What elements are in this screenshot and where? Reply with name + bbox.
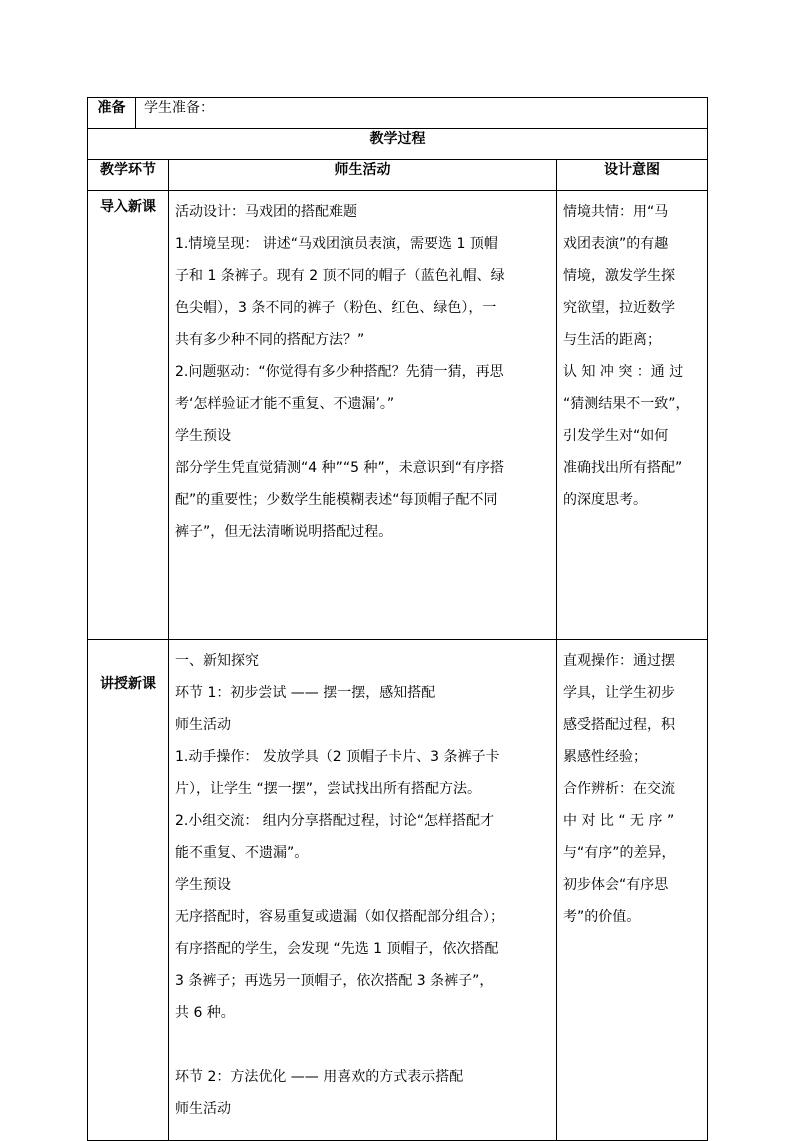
intent-line: 的深度思考。 bbox=[563, 492, 647, 508]
activity-line: 考‘怎样验证才能不重复、不遗漏’。” bbox=[175, 396, 395, 412]
activity-line: 能不重复、不遗漏”。 bbox=[175, 845, 309, 861]
intent-line: 究欲望，拉近数学 bbox=[563, 300, 675, 316]
activity-cell-intro bbox=[169, 191, 557, 640]
activity-line: 3 条裤子；再选另一顶帽子，依次搭配 3 条裤子”， bbox=[175, 973, 494, 989]
activity-line: 环节 1：初步尝试 —— 摆一摆，感知搭配 bbox=[175, 685, 436, 701]
activity-line: 一、新知探究 bbox=[175, 653, 259, 669]
intent-line: 情境，激发学生探 bbox=[563, 268, 675, 284]
intent-line: 与生活的距离； bbox=[563, 332, 661, 348]
activity-line: 师生活动 bbox=[175, 717, 231, 733]
activity-line: 配”的重要性；少数学生能模糊表述“每顶帽子配不同 bbox=[175, 492, 498, 508]
activity-line: 1.动手操作： 发放学具（2 顶帽子卡片、3 条裤子卡 bbox=[175, 749, 500, 765]
activity-line-spacer bbox=[175, 1029, 550, 1061]
activity-line: 共有多少种不同的搭配方法？” bbox=[175, 332, 365, 348]
header-intent: 设计意图 bbox=[557, 160, 708, 191]
activity-line: 学生预设 bbox=[175, 877, 231, 893]
table-row-teach bbox=[88, 640, 708, 1141]
prep-label: 准备 bbox=[88, 98, 136, 129]
activity-line: 有序搭配的学生，会发现 “先选 1 顶帽子，依次搭配 bbox=[175, 941, 499, 957]
intent-line: 累感性经验； bbox=[563, 749, 647, 765]
activity-line: 部分学生凭直觉猜测“4 种”“5 种”，未意识到“有序搭 bbox=[175, 460, 504, 476]
activity-line: 2.问题驱动：“你觉得有多少种搭配？先猜一猜，再思 bbox=[175, 364, 504, 380]
activity-line: 共 6 种。 bbox=[175, 1005, 235, 1021]
activity-line: 裤子”，但无法清晰说明搭配过程。 bbox=[175, 524, 393, 540]
activity-line: 师生活动 bbox=[175, 1101, 231, 1117]
activity-line: 片），让学生 “摆一摆”，尝试找出所有搭配方法。 bbox=[175, 781, 481, 797]
activity-line: 子和 1 条裤子。现有 2 顶不同的帽子（蓝色礼帽、绿 bbox=[175, 268, 505, 284]
intent-line: 准确找出所有搭配” bbox=[563, 460, 683, 476]
intent-line: 情境共情：用“马 bbox=[563, 204, 669, 220]
process-title-row bbox=[88, 129, 708, 160]
activity-line: 色尖帽），3 条不同的裤子（粉色、红色、绿色），一 bbox=[175, 300, 497, 316]
intent-line: 直观操作：通过摆 bbox=[563, 653, 675, 669]
intent-line: 合作辨析：在交流 bbox=[563, 781, 675, 797]
intent-line: 认 知 冲 突 ：通 过 bbox=[563, 364, 684, 380]
intent-line: 考”的价值。 bbox=[563, 909, 641, 925]
header-row bbox=[88, 160, 708, 191]
header-activity: 师生活动 bbox=[169, 160, 557, 191]
intent-line: 中 对 比 “ 无 序 ” bbox=[563, 813, 675, 829]
activity-line: 2.小组交流： 组内分享搭配过程，讨论“怎样搭配才 bbox=[175, 813, 495, 829]
intent-cell-teach bbox=[557, 640, 708, 1141]
activity-line: 无序搭配时，容易重复或遗漏（如仅搭配部分组合）； bbox=[175, 909, 504, 925]
activity-line: 学生预设 bbox=[175, 428, 231, 444]
prep-row bbox=[88, 98, 708, 129]
stage-label-intro: 导入新课 bbox=[88, 191, 169, 640]
intent-line: 引发学生对“如何 bbox=[563, 428, 669, 444]
activity-line: 1.情境呈现： 讲述“马戏团演员表演，需要选 1 顶帽 bbox=[175, 236, 498, 252]
lesson-plan-table bbox=[87, 97, 708, 1141]
process-title: 教学过程 bbox=[88, 129, 708, 160]
activity-cell-teach bbox=[169, 640, 557, 1141]
prep-text: 学生准备： bbox=[136, 98, 708, 129]
intent-line: 感受搭配过程，积 bbox=[563, 717, 675, 733]
intent-line: “猜测结果不一致”， bbox=[563, 396, 690, 412]
intent-line: 戏团表演”的有趣 bbox=[563, 236, 669, 252]
stage-label-teach: 讲授新课 bbox=[88, 640, 169, 1141]
header-stage: 教学环节 bbox=[88, 160, 169, 191]
intent-cell-intro bbox=[557, 191, 708, 640]
table-row-intro bbox=[88, 191, 708, 640]
activity-line: 活动设计：马戏团的搭配难题 bbox=[175, 204, 357, 220]
intent-line: 学具，让学生初步 bbox=[563, 685, 675, 701]
intent-line: 初步体会“有序思 bbox=[563, 877, 669, 893]
intent-line: 与“有序”的差异， bbox=[563, 845, 676, 861]
activity-line: 环节 2：方法优化 —— 用喜欢的方式表示搭配 bbox=[175, 1069, 464, 1085]
